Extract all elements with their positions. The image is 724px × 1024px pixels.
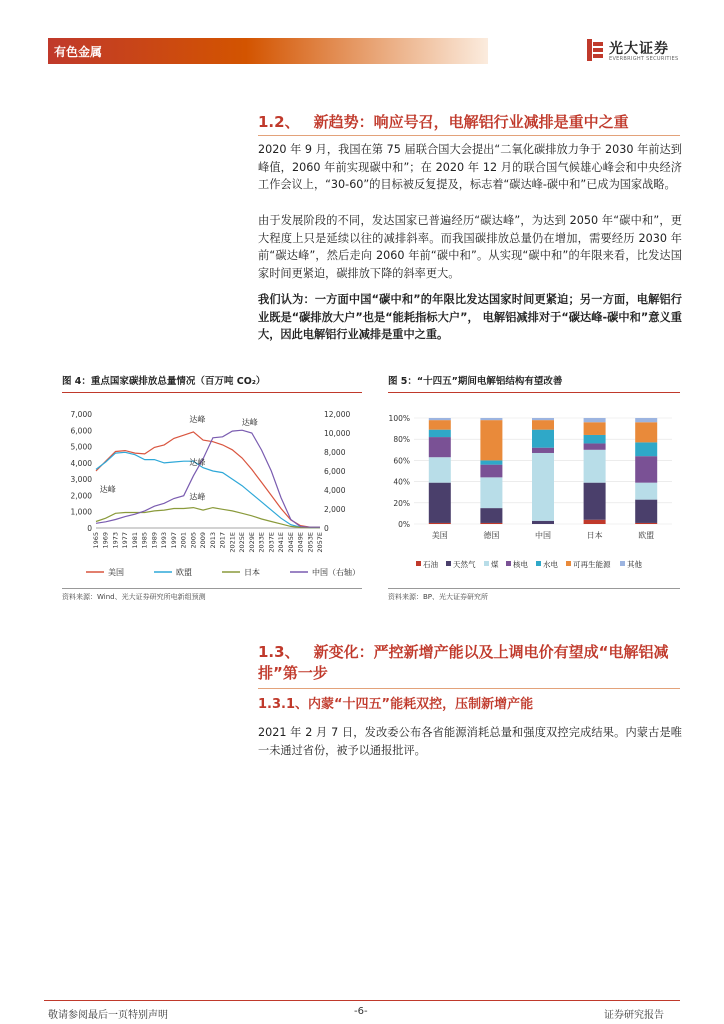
bar-segment: [480, 460, 502, 464]
category-label: 有色金属: [54, 45, 103, 59]
peak-label: 达峰: [189, 458, 206, 468]
x-tick-label: 欧盟: [638, 531, 655, 540]
x-tick-label: 1965: [92, 532, 100, 549]
legend-label: 日本: [244, 568, 260, 577]
legend-label: 美国: [108, 568, 124, 577]
bar-segment: [429, 437, 451, 457]
legend-swatch: [536, 561, 541, 566]
left-tick-label: 7,000: [70, 410, 92, 419]
series-line-eu: [96, 452, 320, 527]
bar-segment: [532, 448, 554, 453]
bar-segment: [429, 523, 451, 524]
legend-swatch: [566, 561, 571, 566]
bar-segment: [635, 483, 657, 500]
bar-segment: [584, 418, 606, 422]
fig4-chart: [62, 396, 362, 586]
bar-segment: [429, 418, 451, 420]
fig5-title-rule: [388, 392, 680, 393]
x-tick-label: 2009: [199, 532, 208, 549]
x-tick-label: 1969: [101, 532, 110, 549]
logo-sub: EVERBRIGHT SECURITIES: [609, 56, 679, 62]
x-tick-label: 2021E: [228, 532, 237, 553]
left-tick-label: 5,000: [70, 442, 92, 452]
left-tick-label: 4,000: [70, 458, 92, 468]
paragraph-2: 由于发展阶段的不同，发达国家已普遍经历“碳达峰”，为达到 2050 年“碳中和”，更大程度上只是延续以往的减排斜率。而我国碳排放总量仍在增加，需要经历 2030 年前“碳达峰”，然后走向 2060 年前“碳中和”。从实现“碳中和”的年限来看，比发达国家时间更紧迫，碳排放下降的斜率更大。: [258, 214, 682, 280]
company-logo: [585, 36, 695, 66]
x-tick-label: 2045E: [286, 532, 295, 553]
left-tick-label: 6,000: [70, 426, 92, 436]
legend-swatch: [416, 561, 421, 566]
x-tick-label: 1981: [130, 532, 139, 549]
x-tick-label: 1997: [169, 532, 178, 549]
x-tick-label: 2057E: [316, 532, 324, 553]
x-tick-label: 中国: [535, 531, 551, 540]
bar-segment: [480, 523, 502, 524]
y-tick-label: 80%: [393, 435, 410, 445]
x-tick-label: 2025E: [238, 532, 247, 553]
legend-label: 核电: [513, 560, 528, 569]
bar-segment: [429, 457, 451, 482]
section-1-2-number: 1.2、: [258, 113, 300, 131]
left-tick-label: 2,000: [70, 491, 92, 501]
x-tick-label: 1985: [140, 532, 149, 549]
section-1-3-1-title: 1.3.1、内蒙“十四五”能耗双控，压制新增产能: [258, 697, 534, 712]
section-1-2-title: [258, 112, 629, 132]
x-tick-label: 2041E: [277, 532, 286, 553]
fig5-title: 图 5：“十四五”期间电解铝结构有望改善: [388, 376, 563, 387]
legend-label: 煤: [491, 560, 499, 569]
logo-mark-icon: [585, 38, 605, 62]
x-tick-label: 2017: [218, 532, 227, 549]
section-1-3-number: 1.3、: [258, 643, 300, 661]
footer-rule: [44, 1000, 680, 1001]
x-tick-label: 2005: [189, 532, 198, 549]
x-tick-label: 日本: [586, 531, 603, 540]
legend-label: 中国（右轴）: [312, 568, 360, 577]
section-1-3-title: [258, 642, 682, 684]
peak-label: 达峰: [189, 414, 206, 424]
bar-segment: [480, 508, 502, 523]
bar-segment: [584, 483, 606, 520]
x-tick-label: 德国: [483, 531, 500, 540]
legend-label: 其他: [627, 560, 642, 569]
right-tick-label: 2,000: [324, 505, 346, 514]
bar-segment: [635, 418, 657, 422]
bar-segment: [532, 430, 554, 448]
bar-segment: [532, 453, 554, 521]
y-tick-label: 100%: [388, 414, 410, 423]
right-tick-label: 4,000: [324, 486, 346, 495]
x-tick-label: 美国: [431, 531, 448, 540]
right-tick-label: 10,000: [324, 429, 351, 438]
bar-segment: [480, 420, 502, 460]
page-number: -6-: [354, 1006, 368, 1017]
bar-segment: [635, 500, 657, 523]
section-divider: [258, 688, 680, 689]
bar-segment: [429, 420, 451, 430]
fig5-chart: [388, 396, 680, 586]
bar-segment: [635, 442, 657, 456]
left-tick-label: 0: [87, 524, 92, 533]
legend-label: 水电: [543, 560, 558, 569]
fig5-source: 资料来源：BP、光大证券研究所: [388, 593, 489, 601]
y-tick-label: 20%: [393, 498, 410, 508]
bar-segment: [584, 443, 606, 449]
fig4-source: 资料来源：Wind、光大证券研究所电新组预测: [62, 593, 206, 601]
right-tick-label: 6,000: [324, 467, 346, 476]
x-tick-label: 2049E: [296, 532, 305, 553]
paragraph-4: 2021 年 2 月 7 日，发改委公布各省能源消耗总量和强度双控完成结果。内蒙古是唯一未通过省份，被予以通报批评。: [258, 726, 682, 757]
footer-disclaimer: 敬请参阅最后一页特别声明: [48, 1010, 168, 1021]
legend-label: 可再生能源: [573, 560, 611, 569]
x-tick-label: 1973: [111, 532, 120, 549]
fig4-title: 图 4：重点国家碳排放总量情况（百万吨 CO₂）: [62, 376, 266, 387]
peak-label: 达峰: [189, 492, 206, 502]
legend-swatch: [484, 561, 489, 566]
bar-segment: [635, 422, 657, 442]
y-tick-label: 40%: [393, 477, 410, 487]
fig4-bottom-rule: [62, 588, 362, 589]
section-1-2-heading: 新趋势：响应号召，电解铝行业减排是重中之重: [313, 113, 629, 131]
x-tick-label: 2029E: [247, 532, 256, 553]
bar-segment: [584, 422, 606, 435]
bar-segment: [480, 418, 502, 420]
y-tick-label: 0%: [398, 520, 410, 529]
x-tick-label: 1977: [121, 532, 130, 549]
legend-label: 天然气: [453, 560, 476, 569]
peak-label: 达峰: [241, 418, 258, 427]
bar-segment: [429, 483, 451, 523]
bar-segment: [532, 418, 554, 420]
paragraph-1: 2020 年 9 月，我国在第 75 届联合国大会提出“二氧化碳排放力争于 2030 年前达到峰值，2060 年前实现碳中和”；在 2020 年 12 月的联合国气候雄心峰会和中央经济工作会议上，“30-60”的目标被反复提及，标志着“碳达峰-碳中和”已成为国家战略。: [258, 143, 682, 191]
legend-swatch: [620, 561, 625, 566]
x-tick-label: 1989: [150, 532, 159, 549]
x-tick-label: 1993: [160, 532, 169, 549]
legend-swatch: [446, 561, 451, 566]
right-tick-label: 8,000: [324, 448, 346, 457]
x-tick-label: 2053E: [306, 532, 315, 553]
x-tick-label: 2037E: [267, 532, 276, 553]
fig4-title-rule: [62, 392, 362, 393]
paragraph-3: 我们认为：一方面中国“碳中和”的年限比发达国家时间更紧迫；另一方面，电解铝行业既是“碳排放大户”也是“能耗指标大户”， 电解铝减排对于“碳达峰-碳中和”意义重大，因此电解铝行业减排是重中之重。: [258, 293, 682, 341]
right-tick-label: 0: [324, 524, 329, 533]
section-1-3-heading: 新变化：严控新增产能以及上调电价有望成“电解铝减排”第一步: [258, 643, 669, 682]
bar-segment: [635, 523, 657, 524]
category-band: [48, 38, 488, 64]
bar-segment: [532, 420, 554, 430]
bar-segment: [480, 465, 502, 478]
x-tick-label: 2033E: [257, 532, 266, 553]
bar-segment: [584, 450, 606, 483]
bar-segment: [532, 521, 554, 524]
bar-segment: [480, 477, 502, 508]
right-tick-label: 12,000: [324, 410, 351, 419]
left-tick-label: 3,000: [70, 475, 92, 485]
legend-swatch: [506, 561, 511, 566]
bar-segment: [584, 435, 606, 443]
logo-name: 光大证券: [609, 41, 669, 57]
left-tick-label: 1,000: [70, 507, 92, 517]
bar-segment: [429, 430, 451, 437]
y-tick-label: 60%: [393, 456, 410, 466]
legend-label: 欧盟: [176, 568, 192, 577]
footer-report-type: 证券研究报告: [604, 1010, 664, 1021]
fig5-bottom-rule: [388, 588, 680, 589]
bar-segment: [584, 520, 606, 524]
legend-label: 石油: [423, 560, 438, 569]
section-divider: [258, 135, 680, 136]
peak-label: 达峰: [99, 485, 116, 495]
x-tick-label: 2001: [179, 532, 188, 549]
bar-segment: [635, 456, 657, 483]
x-tick-label: 2013: [208, 532, 217, 549]
